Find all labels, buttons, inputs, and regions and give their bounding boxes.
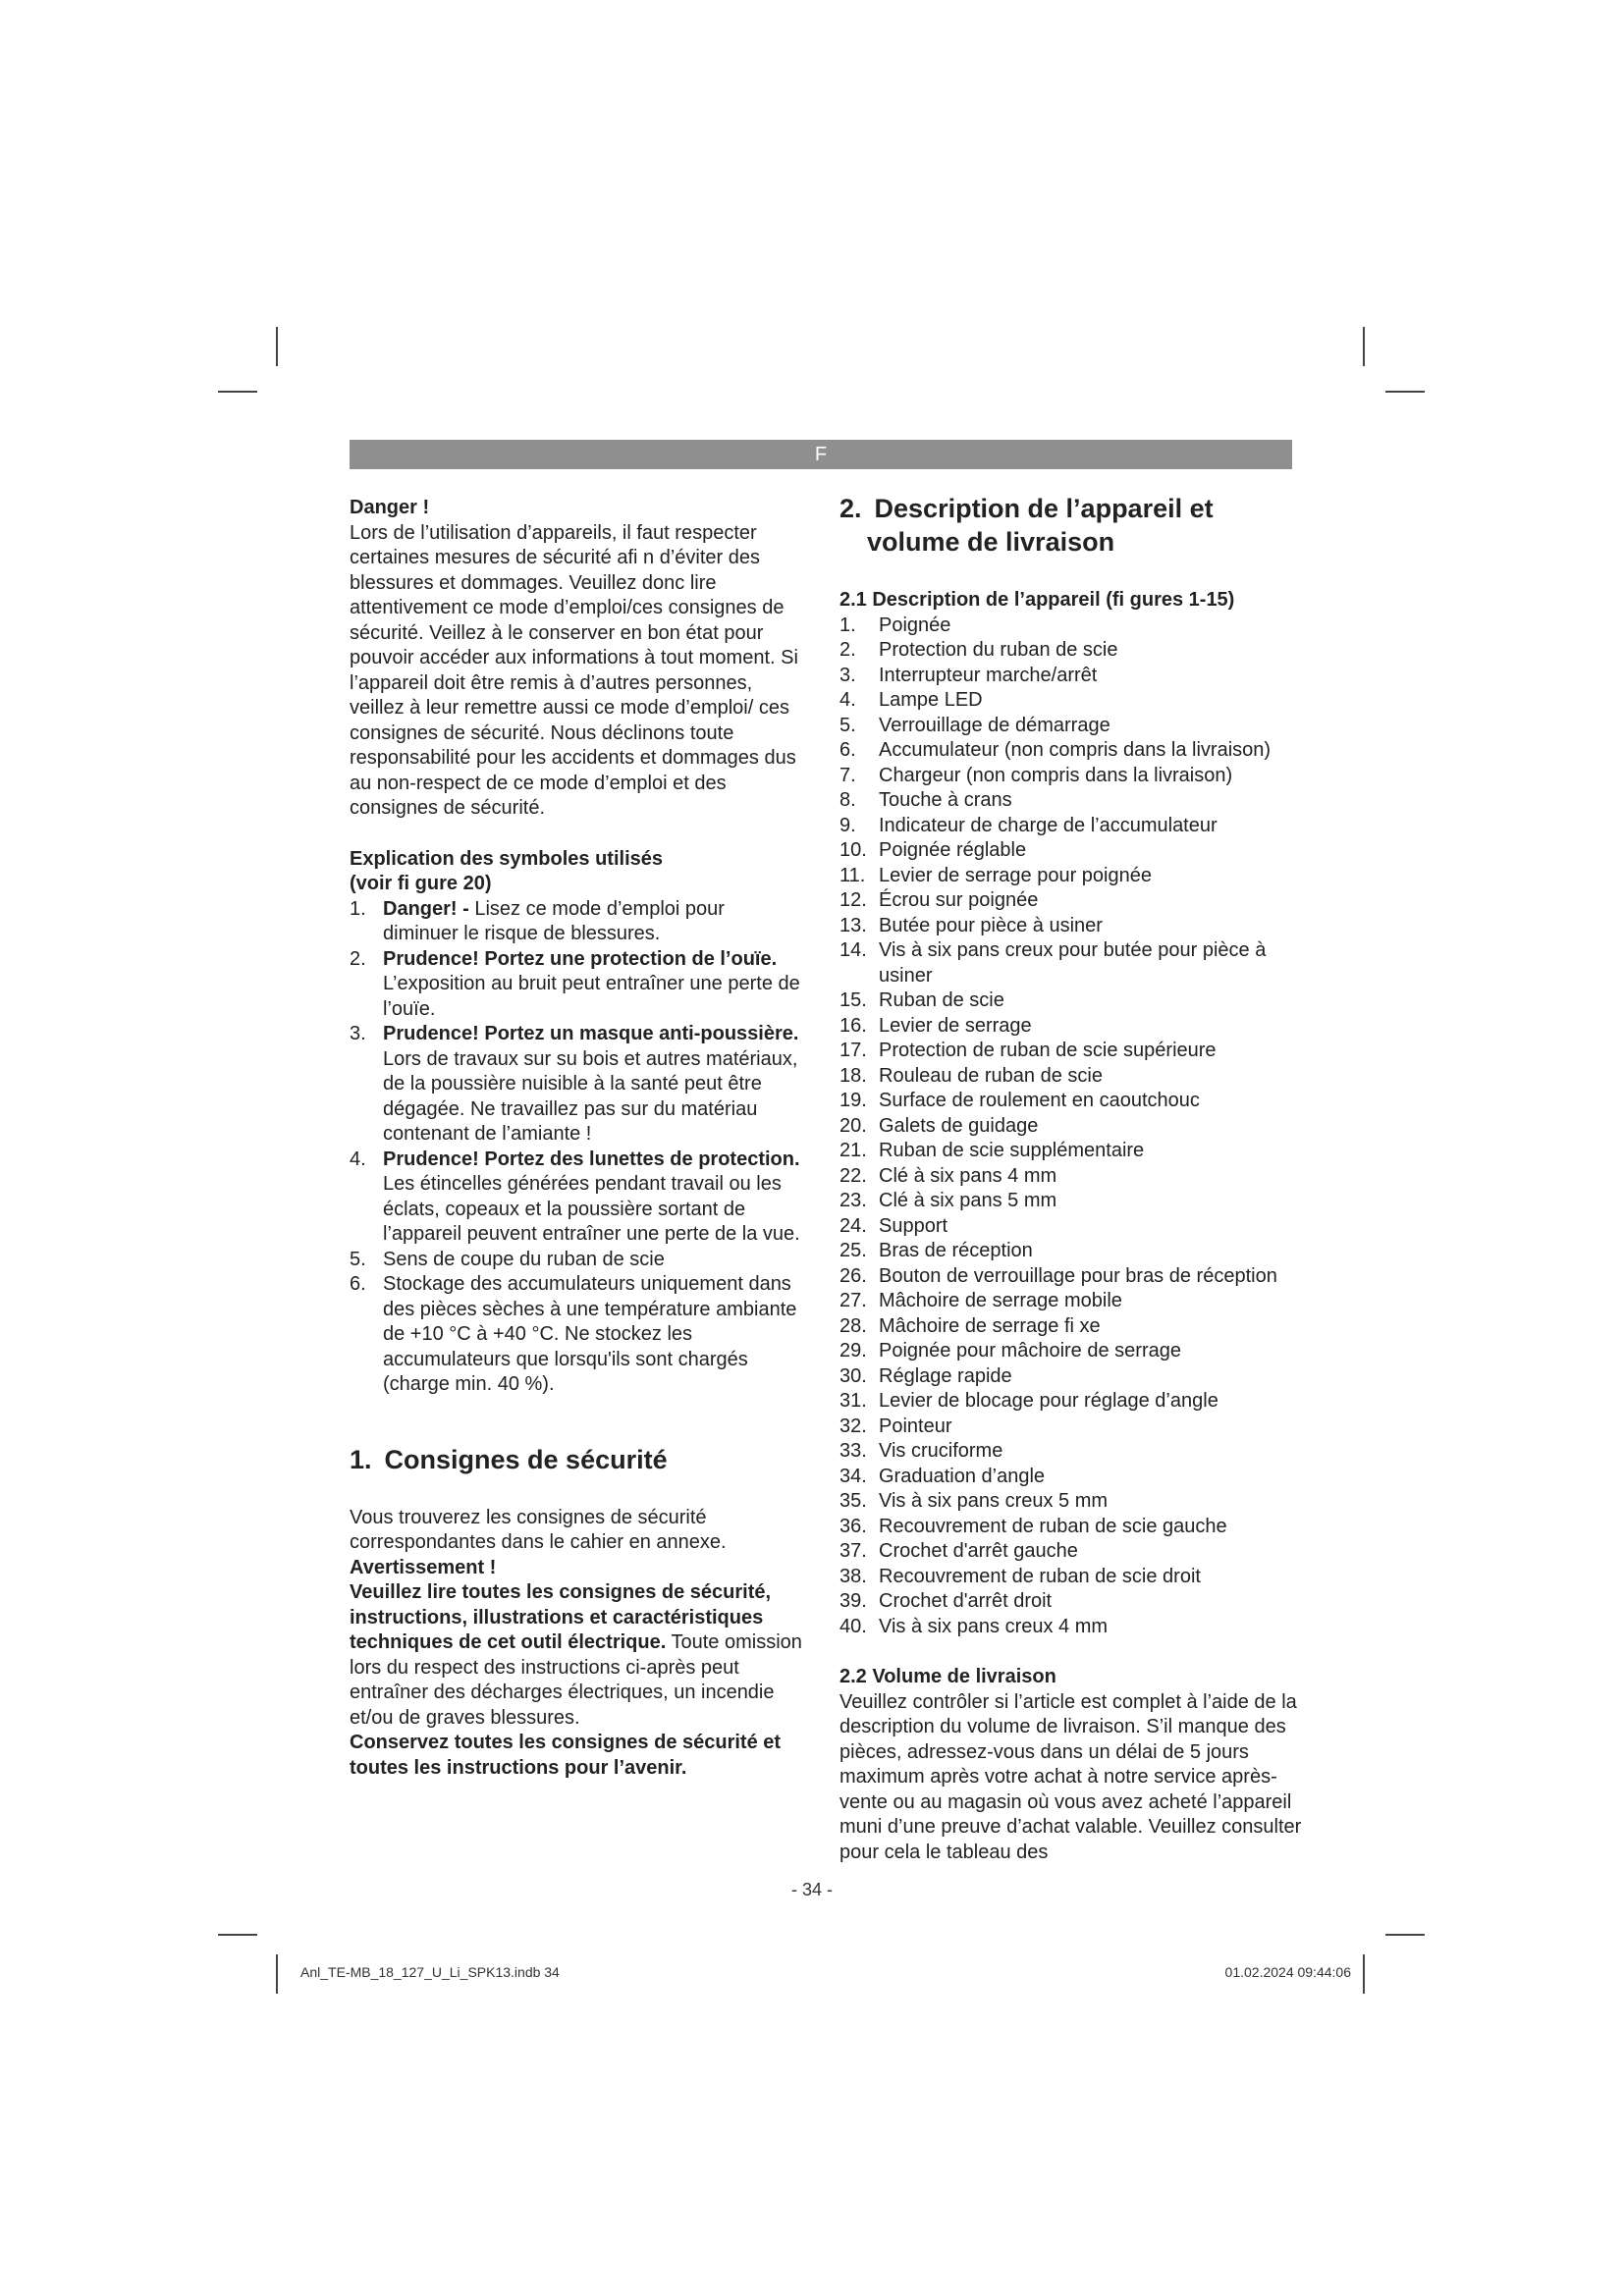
list-item: 22. Clé à six pans 4 mm	[839, 1164, 1057, 1187]
print-footer-file: Anl_TE-MB_18_127_U_Li_SPK13.indb 34	[300, 1964, 560, 1980]
list-item: 3. Interrupteur marche/arrêt	[839, 664, 1098, 686]
list-item: 32. Pointeur	[839, 1415, 952, 1437]
delivery-text: Veuillez contrôler si l’article est complet à l’aide de la description du volume de livraison. S’il manque des pièces, adressez-vous dans un délai de 5 jours maximum après votre achat à notre service après-vente ou au magasin où vous avez acheté l’appareil muni d’une preuve d’achat valable. Veuillez consulter pour cela le tableau des	[839, 1690, 1302, 1863]
list-item: 30. Réglage rapide	[839, 1364, 1012, 1387]
list-item: 1. Poignée	[839, 614, 951, 636]
right-column	[839, 496, 1311, 1865]
print-footer-date: 01.02.2024 09:44:06	[1224, 1964, 1351, 1980]
list-item: 13. Butée pour pièce à usiner	[839, 914, 1103, 936]
list-item: 6. Accumulateur (non compris dans la livraison)	[839, 739, 1272, 761]
parts-list	[839, 614, 1311, 1640]
crop-mark-top-right-vertical	[1363, 327, 1365, 366]
list-item: 14. Vis à six pans creux pour butée pour pièce à usiner	[839, 939, 1267, 987]
language-header-bar: F	[350, 440, 1292, 469]
list-item: 7. Chargeur (non compris dans la livraison)	[839, 764, 1233, 786]
list-item: 10. Poignée réglable	[839, 839, 1027, 861]
list-item: 23. Clé à six pans 5 mm	[839, 1190, 1057, 1211]
section-1-heading: 1. Consignes de sécurité	[350, 1444, 668, 1474]
warning-text: Veuillez lire toutes les consignes de sécurité, instructions, illustrations et caractéristiques techniques de cet outil électrique. Toute omission lors du respect des instructions ci-après peut entraîner des décharges électriques, un incendie et/ou de graves blessures.	[350, 1581, 802, 1729]
section-2-heading: 2. Description de l’appareil et volume de livraison	[839, 494, 1214, 557]
crop-mark-bottom-left-horizontal	[218, 1934, 257, 1936]
list-item: 24. Support	[839, 1214, 948, 1237]
list-item: 25. Bras de réception	[839, 1240, 1033, 1261]
page-number: - 34 -	[790, 1880, 833, 1899]
symbols-figure-reference: (voir fi gure 20)	[350, 873, 492, 894]
list-item: 19. Surface de roulement en caoutchouc	[839, 1090, 1200, 1111]
list-item: 26. Bouton de verrouillage pour bras de réception	[839, 1264, 1277, 1287]
list-item: 35. Vis à six pans creux 5 mm	[839, 1490, 1109, 1512]
list-item: 31. Levier de blocage pour réglage d’angle	[839, 1390, 1218, 1412]
list-item: 17. Protection de ruban de scie supérieure	[839, 1040, 1217, 1061]
list-item: 37. Crochet d'arrêt gauche	[839, 1540, 1078, 1562]
crop-mark-top-right-horizontal	[1385, 391, 1425, 393]
list-item: 5. Sens de coupe du ruban de scie	[350, 1248, 665, 1270]
symbols-list	[350, 897, 803, 1398]
list-item: 2. Protection du ruban de scie	[839, 639, 1118, 661]
list-item: 38. Recouvrement de ruban de scie droit	[839, 1565, 1201, 1587]
danger-title: Danger !	[350, 497, 430, 518]
list-item: 20. Galets de guidage	[839, 1114, 1039, 1137]
warning-title: Avertissement !	[350, 1556, 497, 1578]
crop-mark-top-left-horizontal	[218, 391, 257, 393]
crop-mark-bottom-right-horizontal	[1385, 1934, 1425, 1936]
symbols-title: Explication des symboles utilisés	[350, 847, 664, 870]
list-item: 39. Crochet d'arrêt droit	[839, 1590, 1053, 1612]
list-item: 29. Poignée pour mâchoire de serrage	[839, 1340, 1181, 1362]
crop-mark-bottom-right-vertical	[1363, 1954, 1365, 1994]
list-item: 4. Lampe LED	[839, 689, 983, 711]
list-item: 34. Graduation d’angle	[839, 1465, 1046, 1487]
description-title: 2.1 Description de l’appareil (fi gures 1-15)	[839, 589, 1235, 611]
left-column	[350, 496, 803, 1781]
list-item: 27. Mâchoire de serrage mobile	[839, 1290, 1122, 1311]
list-item: 5. Verrouillage de démarrage	[839, 714, 1110, 736]
list-item: 8. Touche à crans	[839, 789, 1012, 811]
list-item: 12. Écrou sur poignée	[839, 889, 1039, 911]
list-item: 33. Vis cruciforme	[839, 1440, 1003, 1462]
delivery-title: 2.2 Volume de livraison	[839, 1666, 1056, 1687]
list-item: 3. Prudence! Portez un masque anti-poussière. Lors de travaux sur su bois et autres matériaux, de la poussière nuisible à la santé peut être dégagée. Ne travaillez pas sur du matériau contenant de l’amiante !	[350, 1023, 799, 1145]
list-item: 36. Recouvrement de ruban de scie gauche	[839, 1515, 1227, 1537]
danger-text: Lors de l’utilisation d’appareils, il faut respecter certaines mesures de sécurité afi n d’éviter des blessures et dommages. Veuillez donc lire attentivement ce mode d’emploi/ces consignes de sécurité. Veillez à le conserver en bon état pour pouvoir accéder aux informations à tout moment. Si l’appareil doit être remis à d’autres personnes, veillez à leur remettre aussi ce mode d’emploi/ ces consignes de sécurité. Nous déclinons toute responsabilité pour les accidents et dommages dus au non-respect de ce mode d’emploi et des consignes de sécurité.	[350, 521, 798, 819]
list-item: 21. Ruban de scie supplémentaire	[839, 1140, 1145, 1161]
list-item: 40. Vis à six pans creux 4 mm	[839, 1615, 1109, 1637]
list-item: 4. Prudence! Portez des lunettes de protection. Les étincelles générées pendant travail ou les éclats, copeaux et la poussière sortant de l’appareil peuvent entraîner une perte de la vue.	[350, 1148, 800, 1245]
list-item: 15. Ruban de scie	[839, 989, 1004, 1011]
keep-instructions-text: Conservez toutes les consignes de sécurité et toutes les instructions pour l’avenir.	[350, 1732, 782, 1779]
list-item: 28. Mâchoire de serrage fi xe	[839, 1314, 1101, 1337]
list-item: 1. Danger! - Lisez ce mode d’emploi pour diminuer le risque de blessures.	[350, 897, 725, 944]
list-item: 16. Levier de serrage	[839, 1014, 1032, 1037]
list-item: 9. Indicateur de charge de l’accumulateur	[839, 814, 1218, 836]
crop-mark-top-left-vertical	[276, 327, 278, 366]
list-item: 6. Stockage des accumulateurs uniquement dans des pièces sèches à une température ambiante de +10 °C à +40 °C. Ne stockez les accumulateurs que lorsqu'ils sont chargés (charge min. 40 %).	[350, 1273, 797, 1395]
list-item: 11. Levier de serrage pour poignée	[839, 864, 1152, 886]
list-item: 18. Rouleau de ruban de scie	[839, 1064, 1103, 1087]
section-1-intro: Vous trouverez les consignes de sécurité correspondantes dans le cahier en annexe.	[350, 1506, 727, 1553]
crop-mark-bottom-left-vertical	[276, 1954, 278, 1994]
list-item: 2. Prudence! Portez une protection de l’ouïe. L’exposition au bruit peut entraîner une perte de l’ouïe.	[350, 947, 800, 1020]
